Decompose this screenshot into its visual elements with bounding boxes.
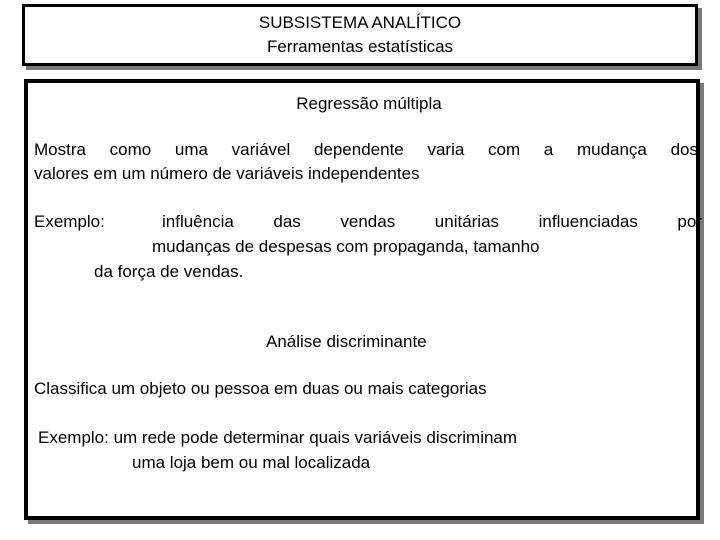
header-box — [22, 4, 698, 66]
regression-example-line1: influência das vendas unitárias influenciadas por — [162, 212, 702, 231]
content-box — [24, 79, 700, 520]
regression-heading: Regressão múltipla — [296, 94, 442, 113]
regression-example-line3: da força de vendas. — [94, 262, 244, 281]
regression-description-line1: Mostra como uma variável dependente varia com a mudança dos — [34, 140, 698, 159]
discriminant-description: Classifica um objeto ou pessoa em duas ou mais categorias — [34, 379, 487, 398]
discriminant-heading: Análise discriminante — [266, 332, 427, 351]
discriminant-example-line2: uma loja bem ou mal localizada — [132, 453, 371, 472]
header-title: SUBSISTEMA ANALÍTICO — [258, 13, 462, 32]
discriminant-example-line1: Exemplo: um rede pode determinar quais variáveis discriminam — [38, 428, 518, 447]
regression-example-label: Exemplo: — [34, 212, 105, 231]
header-subtitle: Ferramentas estatísticas — [266, 37, 454, 56]
regression-example-line2: mudanças de despesas com propaganda, tamanho — [152, 237, 540, 256]
regression-description-line2: valores em um número de variáveis independentes — [34, 164, 420, 183]
